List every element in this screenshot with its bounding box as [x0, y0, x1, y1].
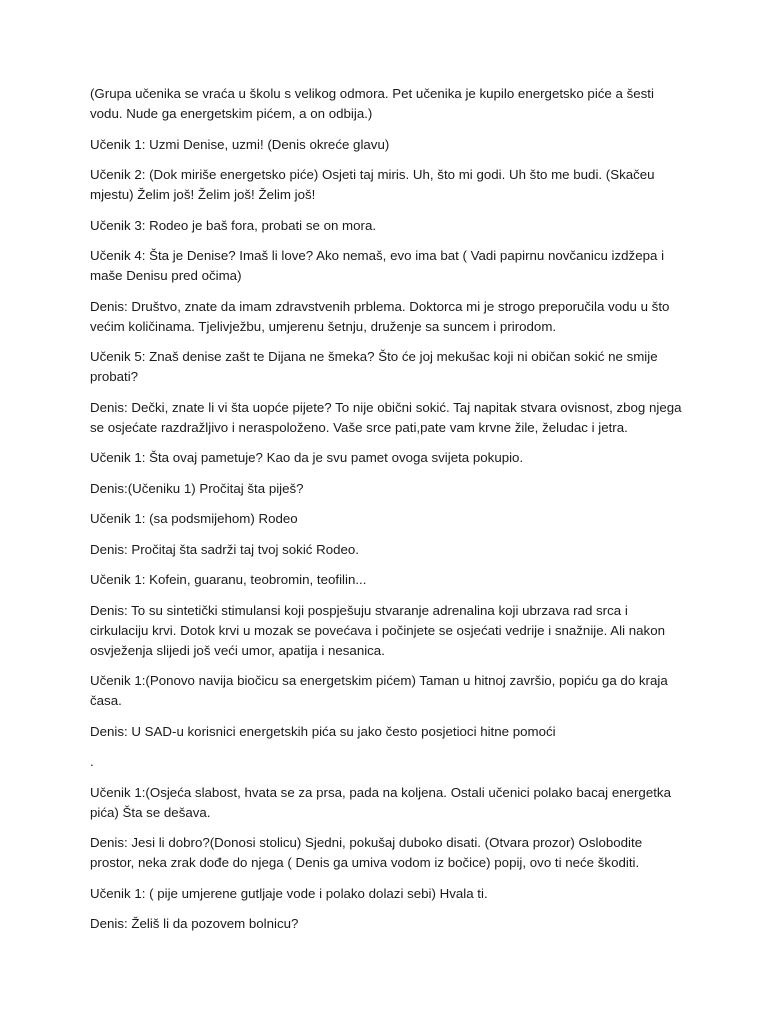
paragraph-dialogue: Učenik 4: Šta je Denise? Imaš li love? Ako nemaš, evo ima bat ( Vadi papirnu novčanicu izdžepa i maše Denisu pred očima) — [90, 248, 665, 283]
paragraph-dialogue: Učenik 1: (sa podsmijehom) Rodeo — [90, 511, 298, 526]
paragraph-dialogue: Denis:(Učeniku 1) Pročitaj šta piješ? — [90, 480, 304, 496]
paragraph-dialogue: Denis: To su sintetički stimulansi koji pospješuju stvaranje adrenalina koji ubrzava rad srca i cirkulaciju krvi. Dotok krvi u mozak se povećava i počinjete se osjećati vedrije i snažnije. Ali nakon osvježenja slijedi još veći umor, apatija i nesanica. — [90, 602, 665, 658]
paragraph-stage-direction-intro: (Grupa učenika se vraća u školu s velikog odmora. Pet učenika je kupilo energetsko piće a šesti vodu. Nude ga energetskim pićem, a on odbija.) — [90, 86, 654, 121]
paragraph-stray-period: . — [90, 754, 94, 769]
paragraph-dialogue: Denis: Društvo, znate da imam zdravstvenih prblema. Doktorca mi je strogo preporučila vodu u što većim količinama. Tjelivježbu, umjerenu šetnju, druženje sa suncem i prirodom. — [90, 298, 670, 334]
document-body — [90, 84, 682, 945]
paragraph-dialogue: Denis: U SAD-u korisnici energetskih pića su jako često posjetioci hitne pomoći — [90, 723, 556, 739]
paragraph-dialogue: Učenik 1: Uzmi Denise, uzmi! (Denis okreće glavu) — [90, 136, 390, 152]
paragraph-dialogue: Učenik 5: Znaš denise zašt te Dijana ne šmeka? Što će joj mekušac koji ni običan sokić ne smije probati? — [90, 349, 658, 384]
paragraph-dialogue: Učenik 1: ( pije umjerene gutljaje vode i polako dolazi sebi) Hvala ti. — [90, 885, 488, 901]
paragraph-dialogue: Učenik 2: (Dok miriše energetsko piće) Osjeti taj miris. Uh, što mi godi. Uh što me budi. (Skačeu mjestu) Želim još! Želim još! Želim još! — [90, 167, 655, 202]
paragraph-dialogue: Učenik 1: Šta ovaj pametuje? Kao da je svu pamet ovoga svijeta pokupio. — [90, 450, 524, 465]
paragraph-dialogue: Učenik 1:(Ponovo navija biočicu sa energetskim pićem) Taman u hitnoj završio, popiću ga do kraja časa. — [90, 673, 668, 708]
paragraph-dialogue: Učenik 1: Kofein, guaranu, teobromin, teofilin... — [90, 572, 367, 587]
paragraph-dialogue: Učenik 3: Rodeo je baš fora, probati se on mora. — [90, 217, 377, 233]
paragraph-dialogue: Denis: Jesi li dobro?(Donosi stolicu) Sjedni, pokušaj duboko disati. (Otvara prozor) Oslobodite prostor, neka zrak dođe do njega ( Denis ga umiva vodom iz bočice) popij, ovo ti neće škoditi. — [90, 835, 643, 870]
paragraph-dialogue: Denis: Dečki, znate li vi šta uopće pijete? To nije obični sokić. Taj napitak stvara ovisnost, zbog njega se osjećate razdražljivo i neraspoloženo. Vaše srce pati,pate vam krvne žile, želudac i jetra. — [90, 399, 682, 435]
paragraph-dialogue: Denis: Želiš li da pozovem bolnicu? — [90, 916, 299, 931]
paragraph-dialogue: Učenik 1:(Osjeća slabost, hvata se za prsa, pada na koljena. Ostali učenici polako bacaj energetka pića) Šta se dešava. — [90, 784, 671, 820]
paragraph-dialogue: Denis: Pročitaj šta sadrži taj tvoj sokić Rodeo. — [90, 541, 360, 557]
